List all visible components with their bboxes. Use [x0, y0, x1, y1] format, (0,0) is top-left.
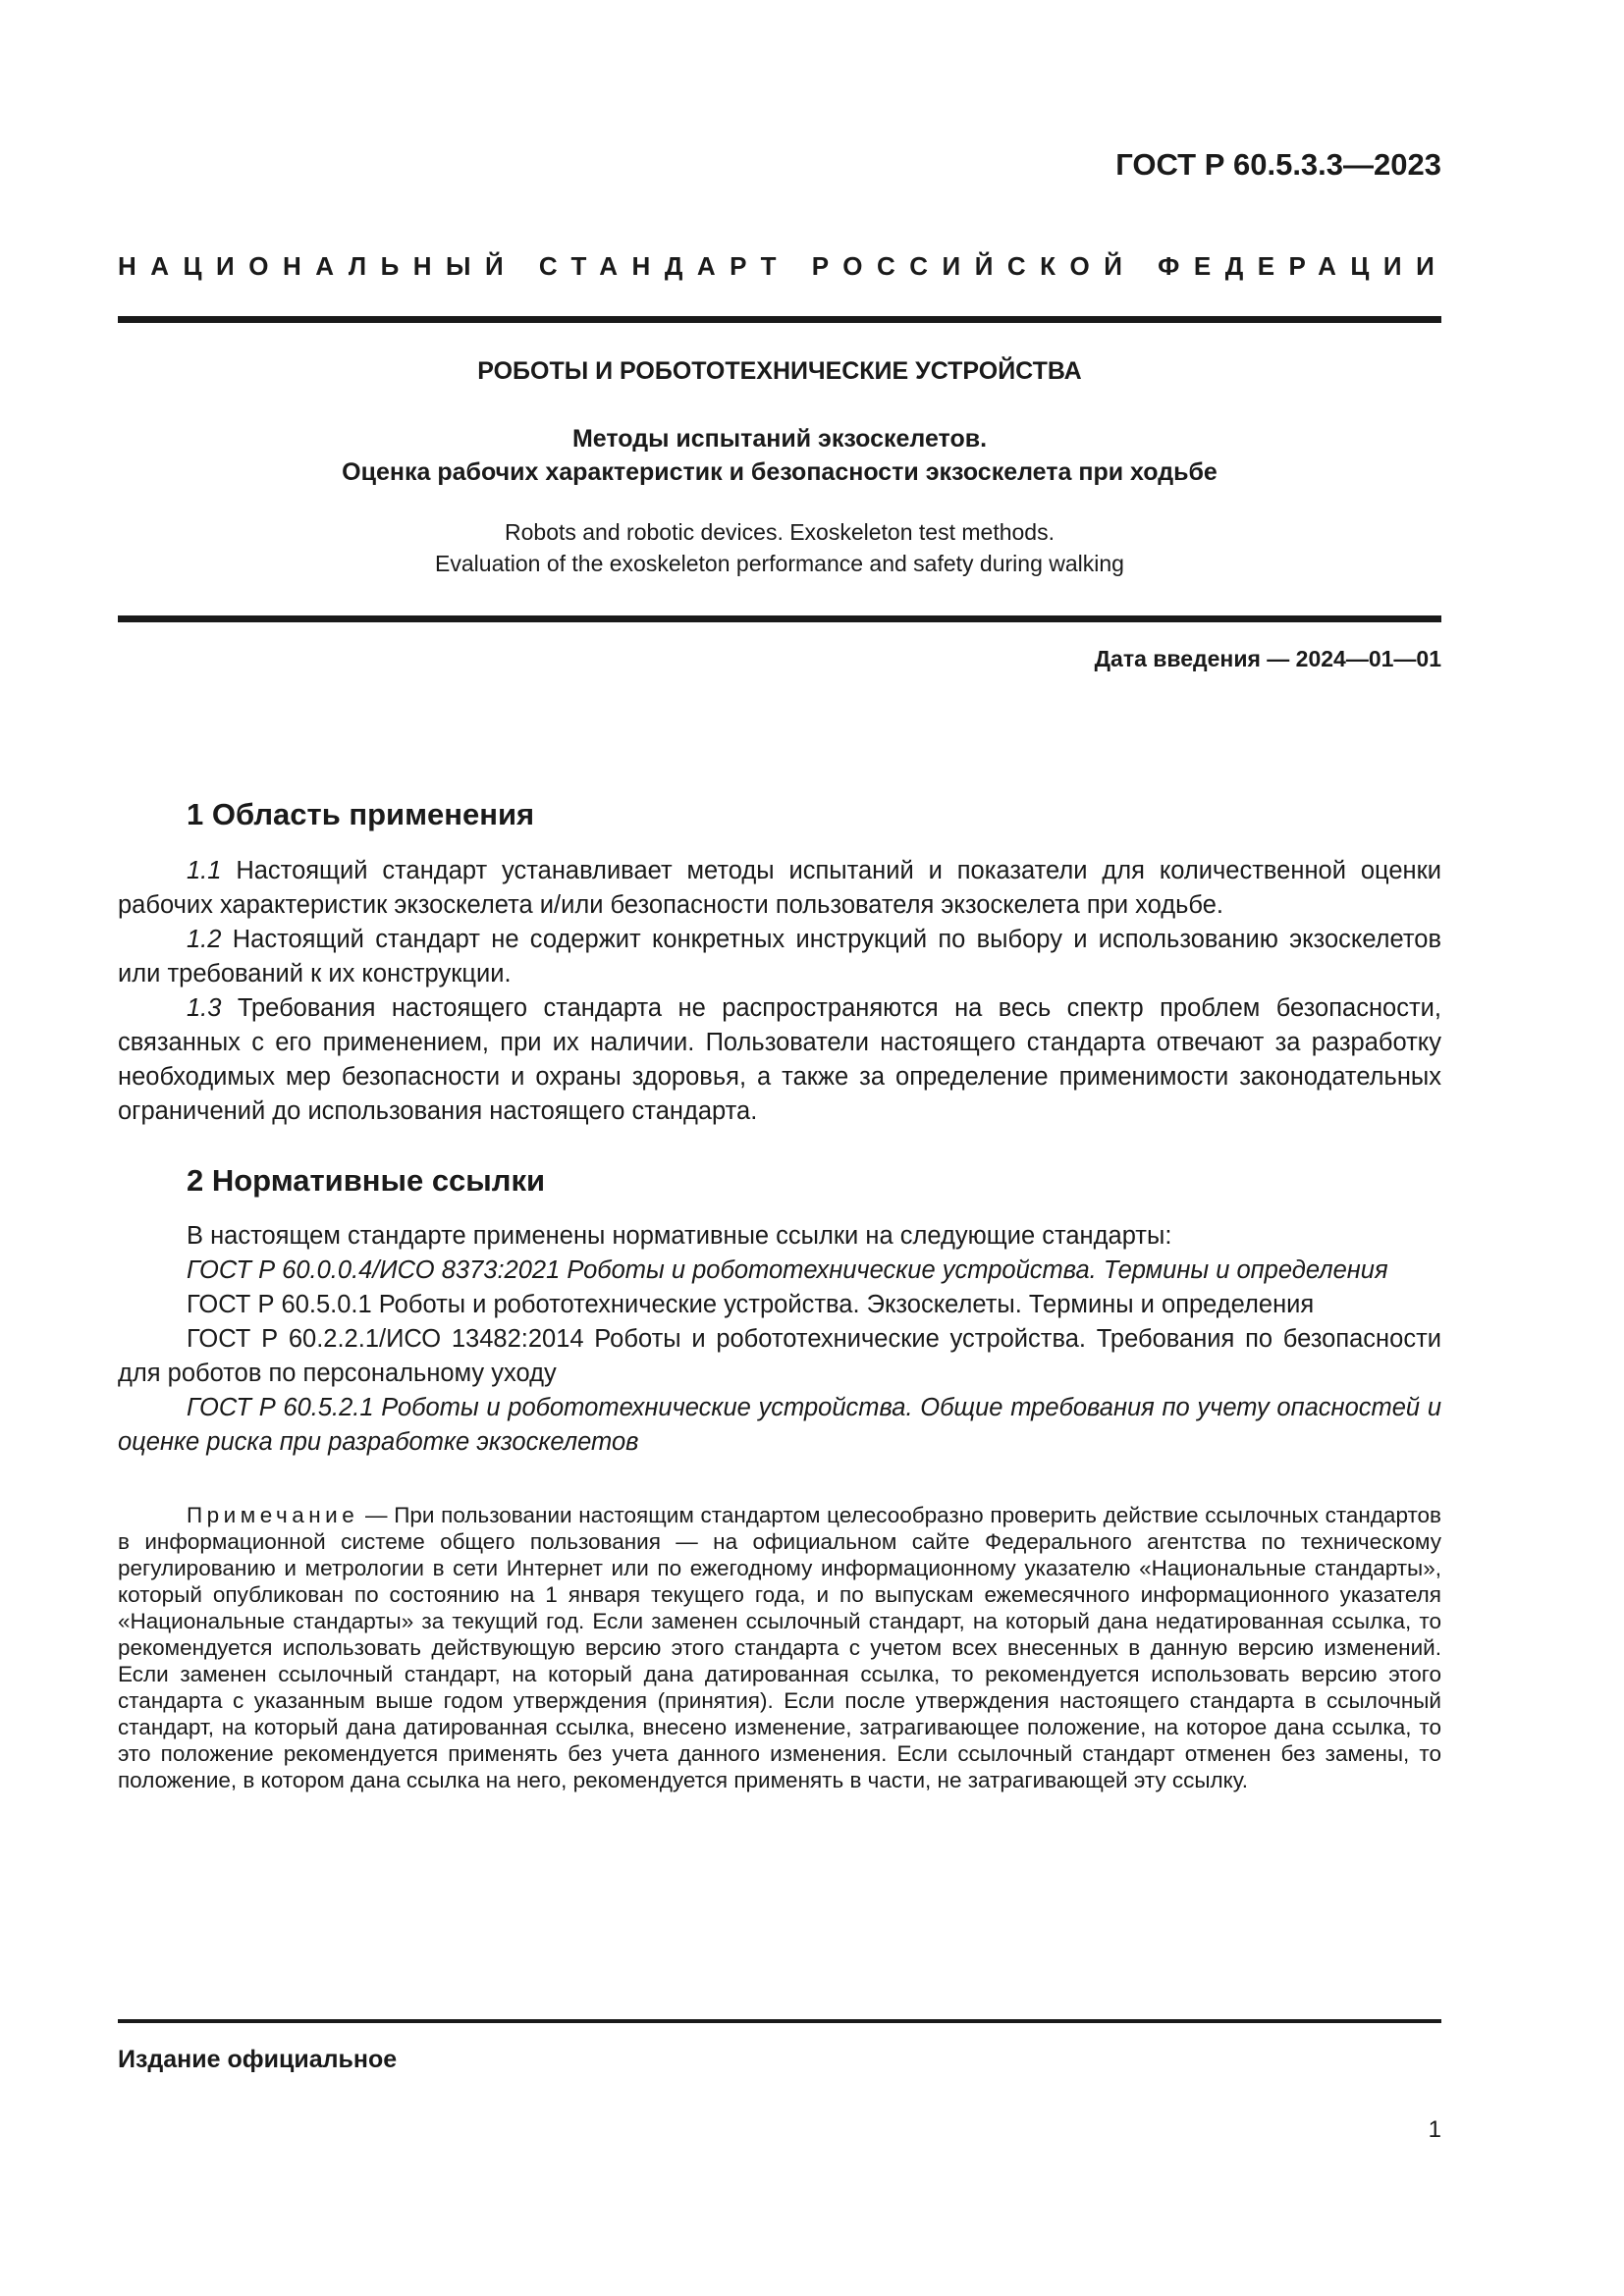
- paragraph-1-1: [118, 854, 1441, 923]
- paragraph-1-2: [118, 923, 1441, 991]
- reference-item: ГОСТ Р 60.5.0.1 Роботы и робототехнические устройства. Экзоскелеты. Термины и определения: [187, 1291, 1315, 1318]
- national-standard-banner: НАЦИОНАЛЬНЫЙ СТАНДАРТ РОССИЙСКОЙ ФЕДЕРАЦИИ: [118, 251, 1449, 281]
- item-number: 1.2: [187, 926, 222, 953]
- footer-divider: [118, 2019, 1441, 2023]
- subtitle-line-2: Оценка рабочих характеристик и безопасности экзоскелета при ходьбе: [342, 458, 1218, 486]
- top-divider: [118, 316, 1441, 323]
- document-subtitle: [118, 422, 1441, 489]
- section-1-body: [118, 854, 1441, 1129]
- section-2-body: [118, 1219, 1441, 1460]
- subtitle-line-1: Методы испытаний экзоскелетов.: [571, 425, 988, 453]
- title-divider: [118, 615, 1441, 622]
- reference-item: ГОСТ Р 60.5.2.1 Роботы и робототехнические устройства. Общие требования по учету опасностей и оценке риска при разработке экзоскелетов: [118, 1394, 1441, 1456]
- note-paragraph: [118, 1502, 1441, 1793]
- item-text: Настоящий стандарт не содержит конкретных инструкций по выбору и использованию экзоскелетов или требований к их конструкции.: [118, 926, 1441, 988]
- references-intro: В настоящем стандарте применены нормативные ссылки на следующие стандарты:: [187, 1222, 1172, 1250]
- english-title-line-1: Robots and robotic devices. Exoskeleton test methods.: [505, 519, 1055, 545]
- document-number: ГОСТ Р 60.5.3.3—2023: [1115, 147, 1441, 182]
- english-title: [118, 516, 1441, 579]
- item-text: Настоящий стандарт устанавливает методы испытаний и показатели для количественной оценки рабочих характеристик экзоскелета и/или безопасности пользователя экзоскелета при ходьбе.: [118, 857, 1441, 919]
- official-edition-label: Издание официальное: [118, 2046, 398, 2073]
- english-title-line-2: Evaluation of the exoskeleton performance and safety during walking: [435, 551, 1124, 576]
- note-label: Примечание: [187, 1503, 359, 1527]
- introduction-date: Дата введения — 2024—01—01: [1094, 646, 1441, 671]
- section-2-heading: 2 Нормативные ссылки: [187, 1163, 546, 1198]
- reference-item: ГОСТ Р 60.2.2.1/ИСО 13482:2014 Роботы и робототехнические устройства. Требования по безопасности для роботов по персональному уходу: [118, 1325, 1441, 1387]
- item-number: 1.1: [187, 857, 222, 884]
- note: [118, 1502, 1441, 1793]
- page-number: 1: [1428, 2116, 1441, 2143]
- paragraph-1-3: [118, 991, 1441, 1129]
- item-number: 1.3: [187, 994, 222, 1022]
- item-text: Требования настоящего стандарта не распространяются на весь спектр проблем безопасности, связанных с его применением, при их наличии. Пользователи настоящего стандарта отвечают за разработку необходимых мер безопасности и охраны здоровья, а также за определение применимости законодательных ограничений до использования настоящего стандарта.: [118, 994, 1441, 1125]
- section-1-heading: 1 Область применения: [187, 797, 535, 831]
- document-title: РОБОТЫ И РОБОТОТЕХНИЧЕСКИЕ УСТРОЙСТВА: [477, 357, 1082, 385]
- reference-item: ГОСТ Р 60.0.0.4/ИСО 8373:2021 Роботы и робототехнические устройства. Термины и определения: [187, 1256, 1388, 1284]
- note-text: — При пользовании настоящим стандартом целесообразно проверить действие ссылочных стандартов в информационной системе общего пользования — на официальном сайте Федерального агентства по техническому регулированию и метрологии в сети Интернет или по ежегодному информационному указателю «Национальные стандарты», который опубликован по состоянию на 1 января текущего года, и по выпускам ежемесячного информационного указателя «Национальные стандарты» за текущий год. Если заменен ссылочный стандарт, на который дана недатированная ссылка, то рекомендуется использовать действующую версию этого стандарта с учетом всех внесенных в данную версию изменений. Если заменен ссылочный стандарт, на который дана датированная ссылка, то рекомендуется использовать версию этого стандарта с указанным выше годом утверждения (принятия). Если после утверждения настоящего стандарта в ссылочный стандарт, на который дана датированная ссылка, внесено изменение, затрагивающее положение, на которое дана ссылка, то это положение рекомендуется применять без учета данного изменения. Если ссылочный стандарт отменен без замены, то положение, в котором дана ссылка на него, рекомендуется применять в части, не затрагивающей эту ссылку.: [118, 1503, 1441, 1792]
